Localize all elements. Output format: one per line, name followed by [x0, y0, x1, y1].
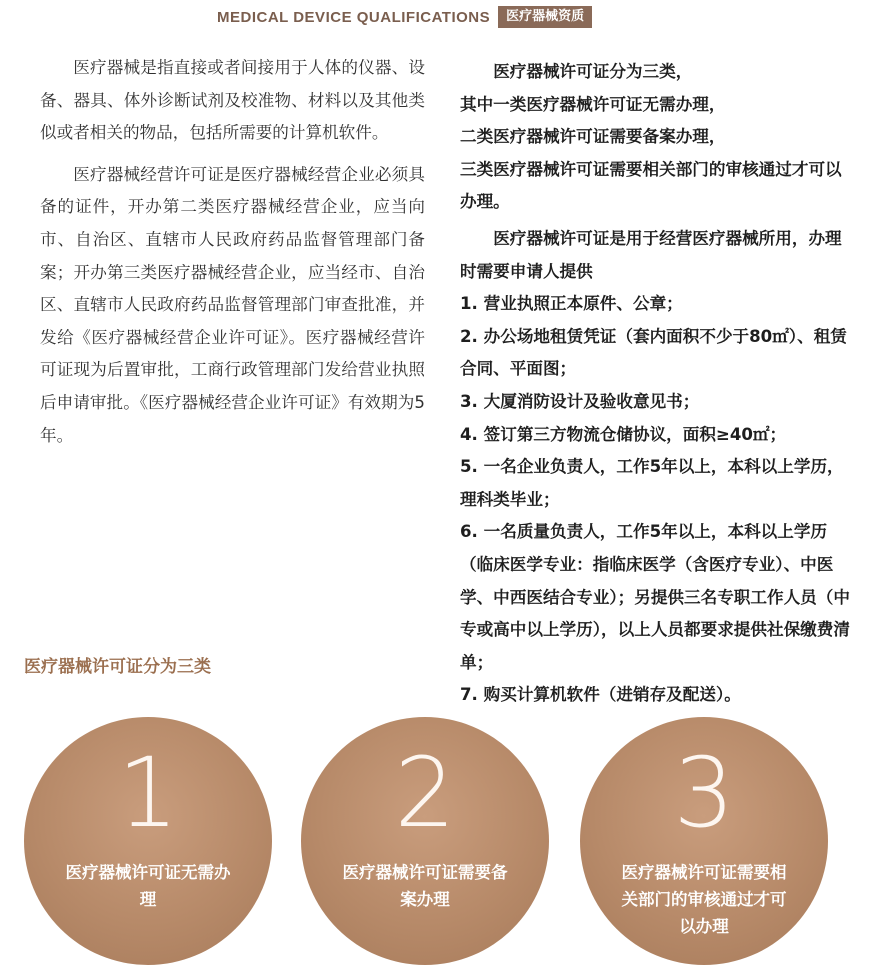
class-three-note: 三类医疗器械许可证需要相关部门的审核通过才可以办理。 — [460, 159, 842, 212]
list-item: 6. 一名质量负责人，工作5年以上，本科以上学历（临床医学专业：指临床医学（含医疗专业）、中医学、中西医结合专业）；另提供三名专职工作人员（中专或高中以上学历），以上人员都要求提供社保缴费清单； — [460, 522, 850, 672]
header-title-en: MEDICAL DEVICE QUALIFICATIONS — [217, 8, 491, 26]
requirements-intro: 医疗器械许可证是用于经营医疗器械所用，办理时需要申请人提供 — [460, 228, 842, 281]
class-one-note: 其中一类医疗器械许可证无需办理， — [460, 94, 726, 114]
list-item: 3. 大厦消防设计及验收意见书； — [460, 391, 700, 411]
circle-number: 1 — [117, 737, 179, 849]
class-two-note: 二类医疗器械许可证需要备案办理， — [460, 127, 726, 147]
license-types-intro: 医疗器械许可证分为三类， — [493, 62, 693, 81]
list-item: 1. 营业执照正本原件、公章； — [460, 294, 683, 314]
license-class-two-circle — [301, 717, 549, 965]
license-paragraph: 医疗器械经营许可证是医疗器械经营企业必须具备的证件，开办第二类医疗器械经营企业，应当向市、自治区、直辖市人民政府药品监督管理部门备案；开办第三类医疗器械经营企业，应当经市、自治区、直辖市人民政府药品监督管理部门审查批准，并发给《医疗器械经营企业许可证》。医疗器械经营许可证现为后置审批，工商行政管理部门发给营业执照后申请审批。《医疗器械经营企业许可证》有效期为5年。 — [40, 164, 425, 445]
circle-label: 医疗器械许可证需要相关部门的审核通过才可以办理 — [621, 863, 787, 936]
list-item: 4. 签订第三方物流仓储协议，面积≥40㎡； — [460, 424, 787, 444]
license-class-three-circle — [580, 717, 828, 965]
circle-number: 2 — [394, 737, 456, 849]
requirements-list — [460, 288, 850, 712]
list-item: 2. 办公场地租赁凭证（套内面积不少于80㎡）、租赁合同、平面图； — [460, 326, 847, 379]
page-header — [217, 6, 592, 28]
section-title: 医疗器械许可证分为三类 — [24, 657, 211, 677]
list-item: 7. 购买计算机软件（进销存及配送）。 — [460, 685, 741, 705]
definition-paragraph: 医疗器械是指直接或者间接用于人体的仪器、设备、器具、体外诊断试剂及校准物、材料以及其他类似或者相关的物品，包括所需要的计算机软件。 — [40, 58, 425, 143]
circle-label: 医疗器械许可证无需办理 — [65, 863, 231, 909]
definition-column — [40, 52, 425, 461]
requirements-column — [460, 56, 850, 712]
list-item: 5. 一名企业负责人，工作5年以上，本科以上学历，理科类毕业； — [460, 457, 844, 509]
header-title-zh: 医疗器械资质 — [498, 6, 592, 28]
circle-number: 3 — [673, 737, 735, 849]
circle-label: 医疗器械许可证需要备案办理 — [342, 863, 508, 909]
license-class-one-circle — [24, 717, 272, 965]
